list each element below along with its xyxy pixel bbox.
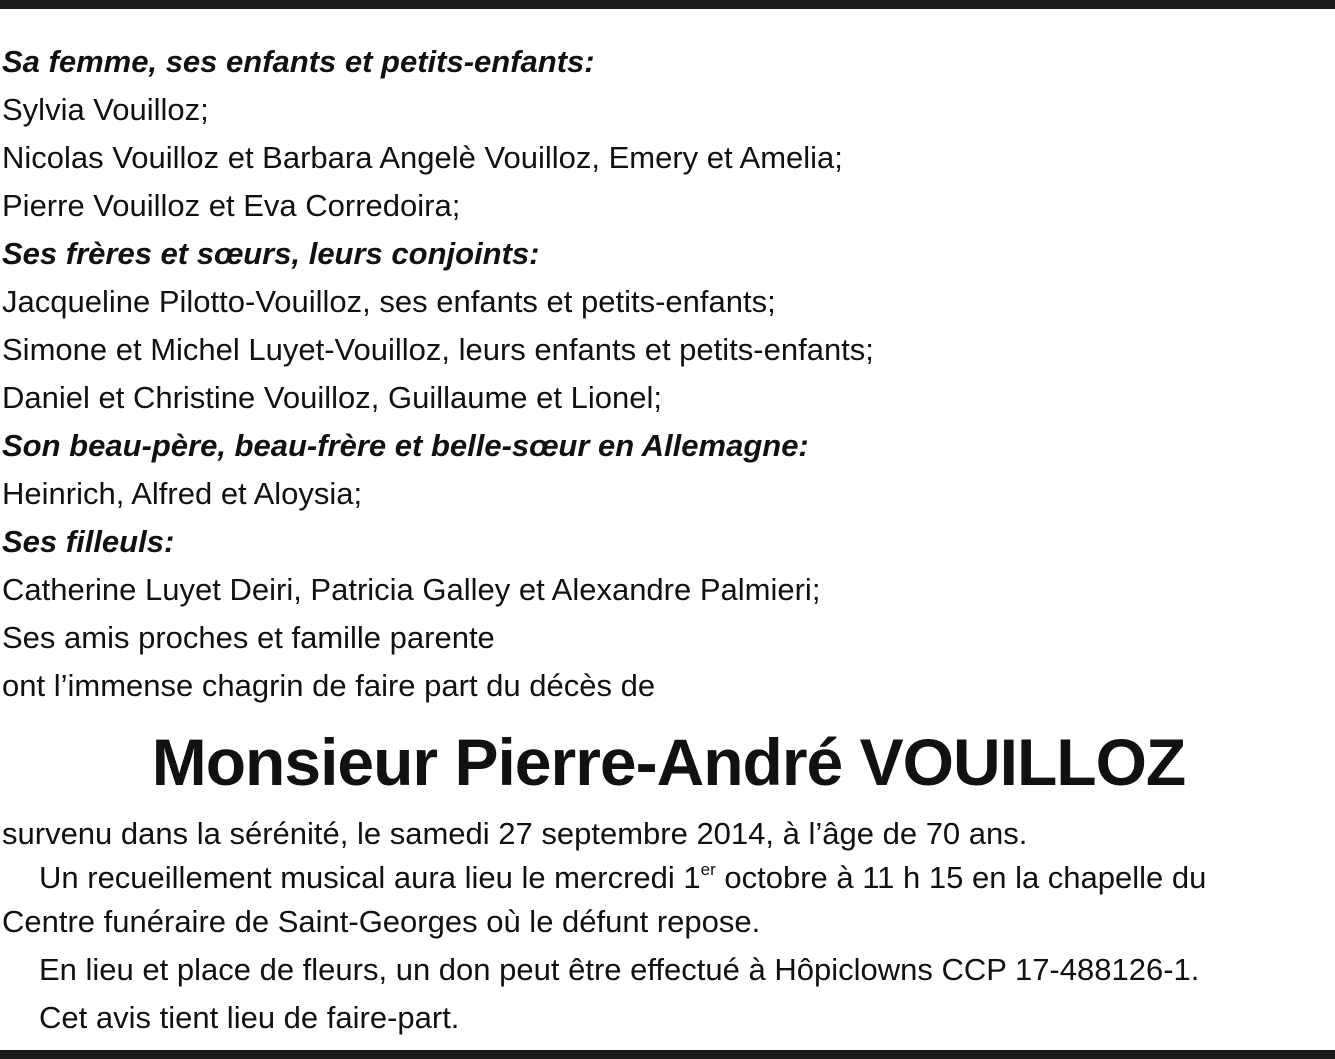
family-line: Heinrich, Alfred et Aloysia; [2, 476, 363, 511]
closing-line: ont l’immense chagrin de faire part du décès de [2, 668, 656, 703]
closing-line: Ses amis proches et famille parente [2, 620, 495, 655]
family-line: Daniel et Christine Vouilloz, Guillaume et Lionel; [2, 380, 662, 415]
donation-line: En lieu et place de fleurs, un don peut être effectué à Hôpiclowns CCP 17-488126-1. [39, 952, 1200, 987]
bottom-rule [0, 1050, 1335, 1059]
family-line: Jacqueline Pilotto-Vouilloz, ses enfants et petits-enfants; [2, 284, 776, 319]
heading-godchildren: Ses filleuls: [2, 524, 175, 559]
family-line: Sylvia Vouilloz; [2, 92, 209, 127]
ceremony-line-2: Centre funéraire de Saint-Georges où le défunt repose. [2, 904, 761, 939]
notice-line: Cet avis tient lieu de faire-part. [39, 1000, 460, 1035]
family-line: Catherine Luyet Deiri, Patricia Galley et Alexandre Palmieri; [2, 572, 821, 607]
death-line: survenu dans la sérénité, le samedi 27 septembre 2014, à l’âge de 70 ans. [2, 816, 1028, 851]
heading-siblings: Ses frères et sœurs, leurs conjoints: [2, 236, 540, 271]
ceremony-text-part2: octobre à 11 h 15 en la chapelle du [715, 860, 1207, 895]
ceremony-text-part1: Un recueillement musical aura lieu le mercredi 1 [39, 860, 701, 895]
family-line: Simone et Michel Luyet-Vouilloz, leurs enfants et petits-enfants; [2, 332, 874, 367]
deceased-name: Monsieur Pierre-André VOUILLOZ [151, 725, 1186, 799]
family-line: Nicolas Vouilloz et Barbara Angelè Vouilloz, Emery et Amelia; [2, 140, 843, 175]
ordinal-suffix: er [700, 860, 716, 879]
ceremony-line [2, 858, 1335, 898]
family-line: Pierre Vouilloz et Eva Corredoira; [2, 188, 461, 223]
heading-in-laws: Son beau-père, beau-frère et belle-sœur en Allemagne: [2, 428, 809, 463]
top-rule [0, 0, 1335, 9]
obituary-notice [2, 38, 1335, 1042]
heading-wife-children: Sa femme, ses enfants et petits-enfants: [2, 44, 595, 79]
